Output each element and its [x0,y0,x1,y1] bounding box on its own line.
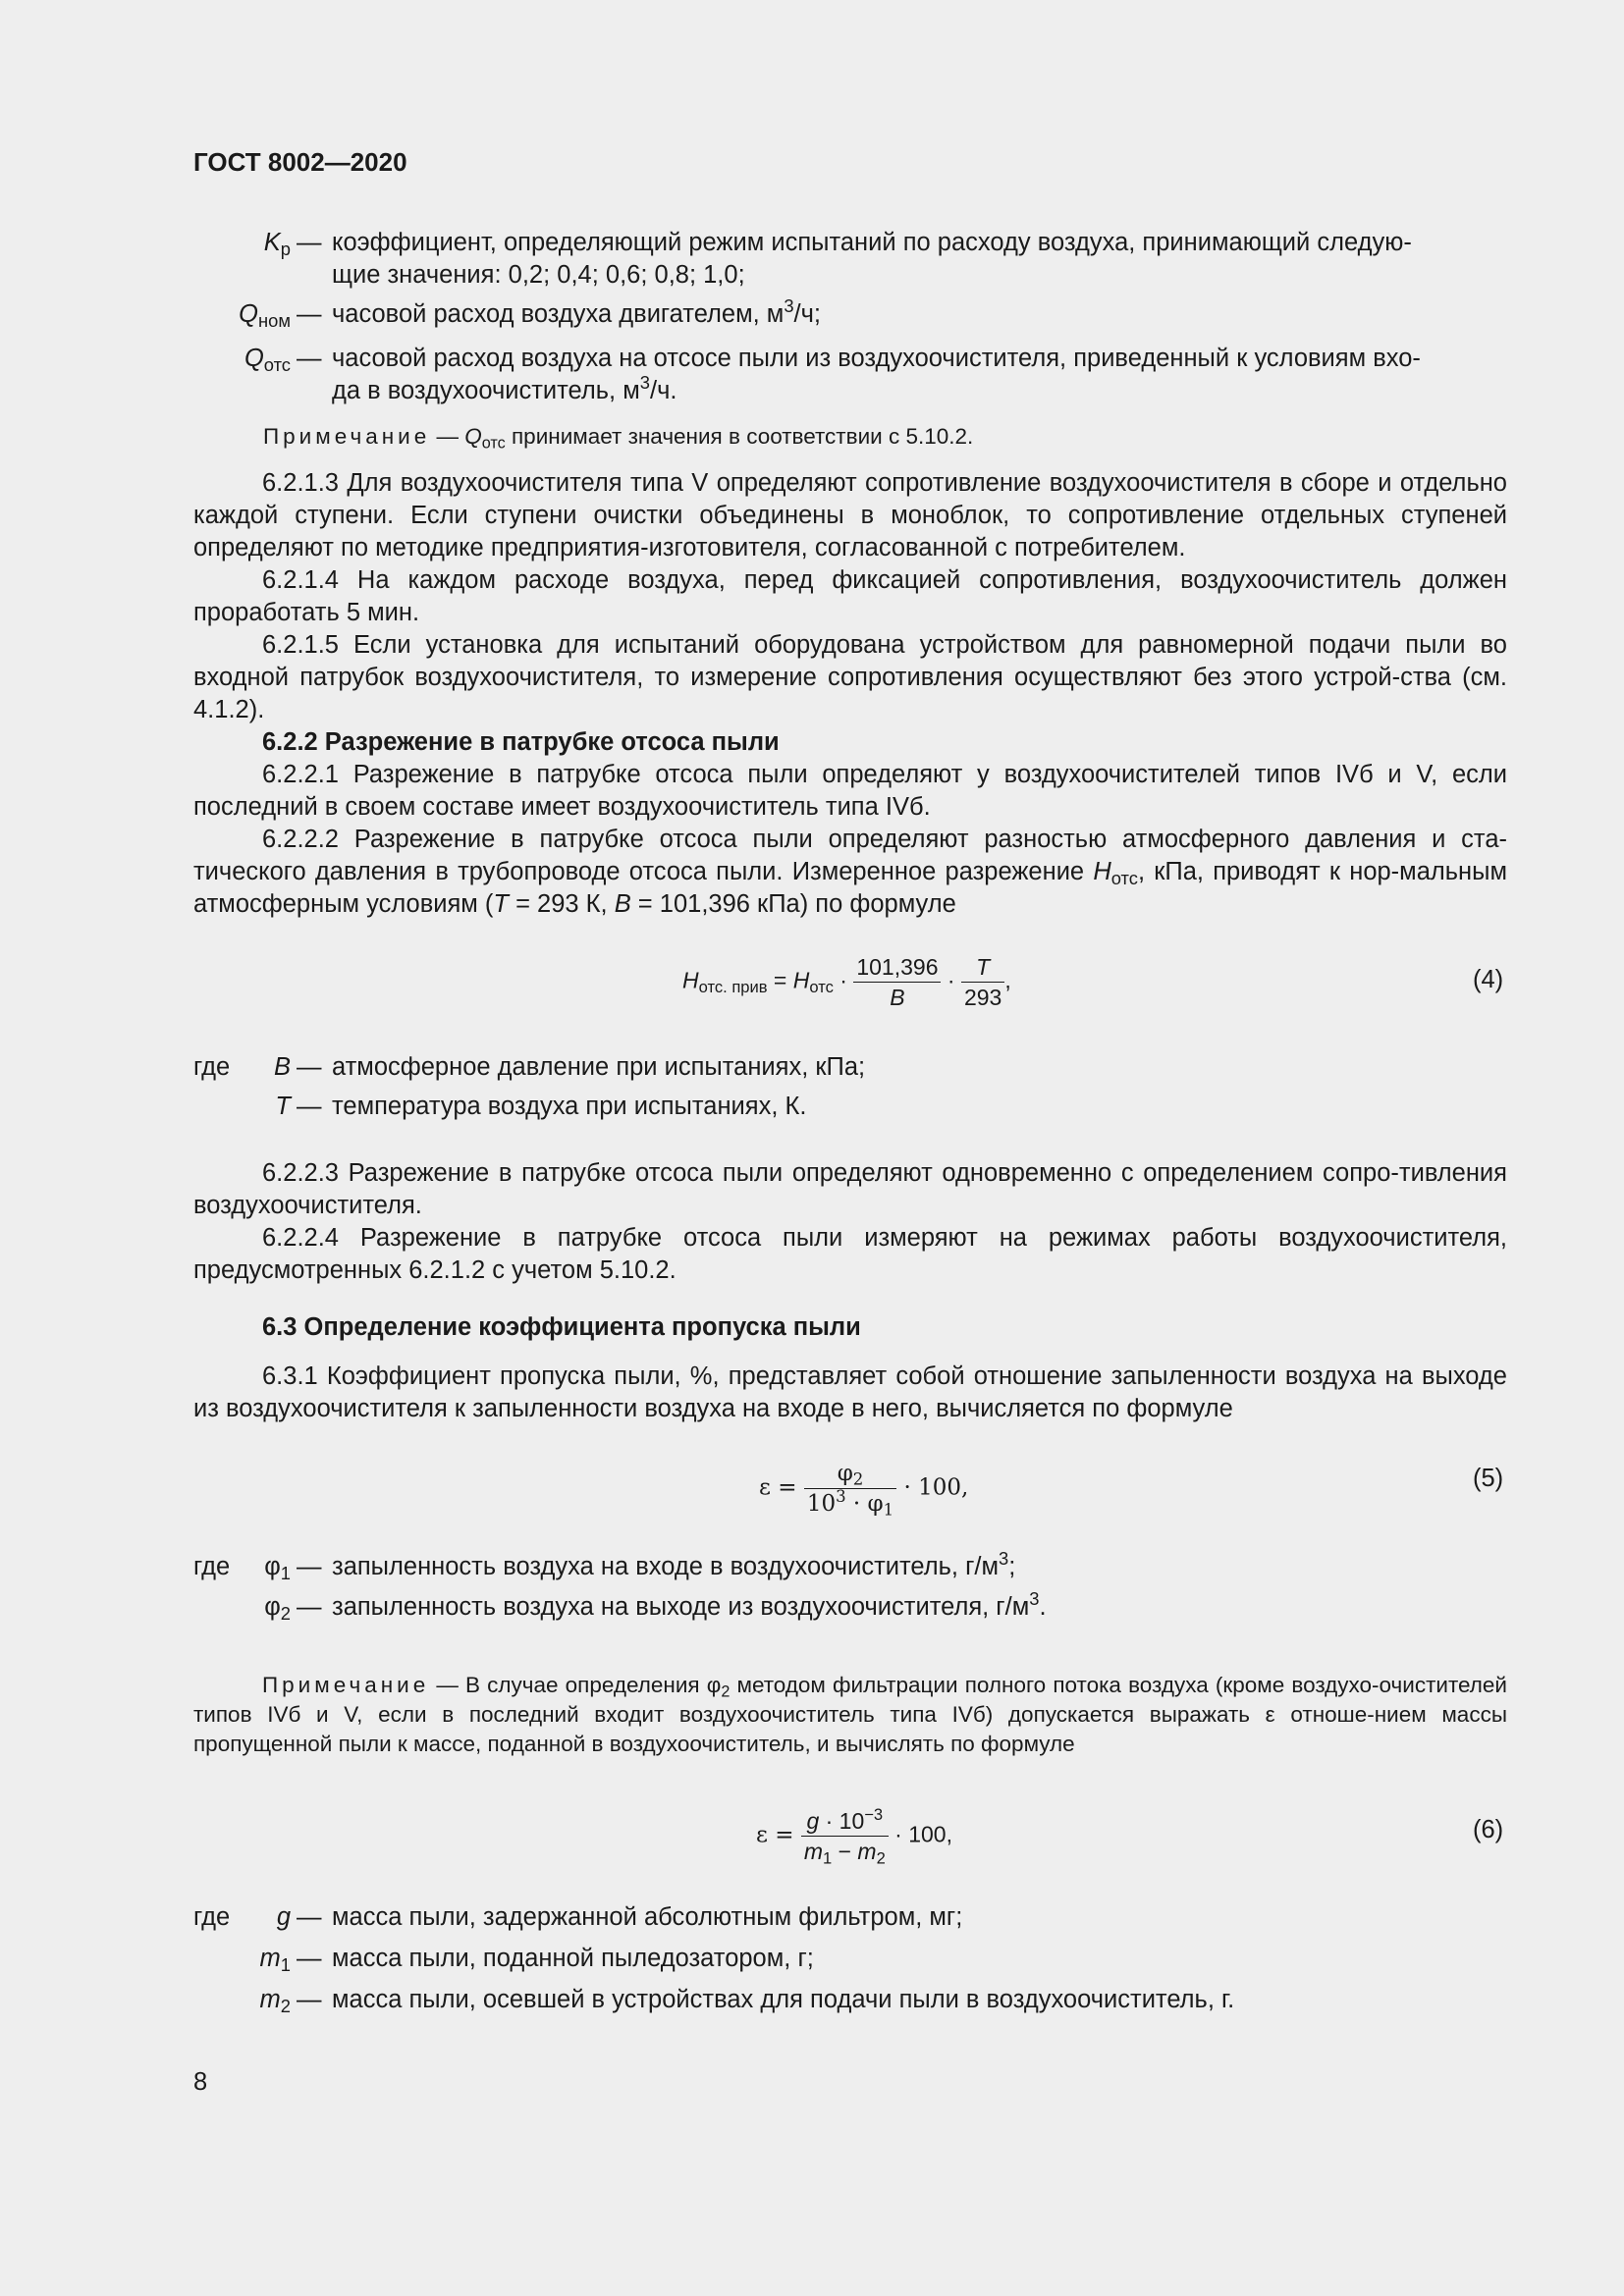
formula-6-number: (6) [1473,1816,1504,1843]
heading-6-2-2: 6.2.2 Разрежение в патрубке отсоса пыли [262,728,780,756]
paragraph-6-2-1-4: 6.2.1.4 На каждом расходе воздуха, перед фиксацией сопротивления, воздухоочиститель должен проработать 5 мин. [193,566,1507,626]
paragraph-6-2-1-5: 6.2.1.5 Если установка для испытаний оборудована устройством для равномерной подачи пыли во входной патрубок воздухоочистителя, то измерение сопротивления осуществляют без этого устрой-ства (см. 4.1.2). [193,631,1507,723]
def-text-qots: часовой расход воздуха на отсосе пыли из воздухоочистителя, приведенный к условиям вхо- да в воздухоочиститель, $м^3/ч$. [332,345,1421,404]
paragraph-6-2-2-4: 6.2.2.4 Разрежение в патрубке отсоса пыли измеряют на режимах работы воздухоочистителя, предусмотренных 6.2.1.2 с учетом 5.10.2. [193,1224,1507,1284]
formula-5: ε = $\frac{\varphi_2}{10^3 \cdot \varphi_1}$ · 100, [759,1461,969,1520]
paragraph-6-3-1: 6.3.1 Коэффициент пропуска пыли, %, представляет собой отношение запыленности воздуха на выходе из воздухоочистителя к запыленности воздуха на входе в него, вычисляется по формуле [193,1362,1507,1422]
note-1: Примечание — $Q_{отс}$ принимает значения в соответствии с 5.10.2. [263,424,974,453]
note-2: Примечание — В случае определения $\varphi_2$ методом фильтрации полного потока воздуха (кроме воздухо-очистителей типов IVб и V, если в последний входит воздухоочиститель типа IVб) допускается выражать ε отноше-нием массы пропущенной пыли к массе, поданной в воздухоочиститель, и вычислять по формуле [193,1673,1507,1756]
def-symbol-qots: $Q_{отс}$ [244,345,291,376]
def-text-qnom: часовой расход воздуха двигателем, $м^3/ч$; [332,294,822,328]
formula-4-number: (4) [1473,966,1504,993]
page-number: 8 [193,2068,208,2096]
def-symbol-qnom: $Q_{ном}$ [239,300,291,332]
paragraph-6-2-1-3: 6.2.1.3 Для воздухоочистителя типа V определяют сопротивление воздухоочистителя в сборе и отдельно каждой ступени. Если ступени очистки объединены в моноблок, то сопротивление отдельных ступеней определяют по методике предприятия-изготовителя, согласованной с потребителем. [193,469,1507,561]
heading-6-3: 6.3 Определение коэффициента пропуска пыли [262,1313,861,1341]
formula-5-number: (5) [1473,1465,1504,1492]
where-label-f5: где [193,1553,231,1580]
formula-6: ε = $\frac{g \cdot 10^{-3}}{m_1 - m_2}$ · 100, [756,1804,952,1868]
document-page: ГОСТ 8002—2020 $K_р$ — коэффициент, определяющий режим испытаний по расходу воздуха, принимающий следую- щие значения: 0,2; 0,4; 0,6; 0,8; 1,0; $Q_{ном}$ — часовой расход воздуха двигателем, $м^3/ч$; $Q_{отс}$ — часовой расход воздуха на отсосе пыли из воздухоочистителя, приведенный к условиям вхо- да в воздухоочиститель, $м^3/ч$. Примечание — $Q_{отс}$ принимает значения в соответствии с 5.10.2. 6.2.1.3 Для воздухоочистителя типа V определяют сопротивление воздухоочистителя в сборе и отдельно каждой ступени. Если ступени очистки объединены в моноблок, то сопротивление отдельных ступеней определяют по методике предприятия-изготовителя, согласованной с потребителем. 6.2.1.4 На каждом расходе воздуха, перед фиксацией сопротивления, воздухоочиститель должен проработать 5 мин. 6.2.1.5 Если установка для испытаний оборудована устройством для равномерной подачи пыли во входной патрубок воздухоочистителя, то измерение сопротивления осуществляют без этого устрой-ства (см. 4.1.2). 6.2.2 Разрежение в патрубке отсоса пыли 6.2.2.1 Разрежение в патрубке отсоса пыли определяют у воздухоочистителей типов IVб и V, если последний в своем составе имеет воздухоочиститель типа IVб. 6.2.2.2 Разрежение в патрубке отсоса пыли определяют разностью атмосферного давления и ста-тического давления в трубопроводе отсоса пыли. Измеренное разрежение $H_{отс}$, кПа, приводят к нор-мальным атмосферным условиям (T = 293 К, B = 101,396 кПа) по формуле $H_{отс. прив} = H_{отс}$ · $\frac{101,396}{B}$ · $\frac{T}{293}$ , (4) где B — атмосферное давление при испытаниях, кПа; T — температура воздуха при испытаниях, К. 6.2.2.3 Разрежение в патрубке отсоса пыли определяют одновременно с определением сопро-тивления воздухоочистителя. 6.2.2.4 Разрежение в патрубке отсоса пыли измеряют на режимах работы воздухоочистителя, предусмотренных 6.2.1.2 с учетом 5.10.2. 6.3 Определение коэффициента пропуска пыли 6.3.1 Коэффициент пропуска пыли, %, представляет собой отношение запыленности воздуха на выходе из воздухоочистителя к запыленности воздуха на входе в него, вычисляется по формуле ε = $\frac{\varphi_2}{10^3 \cdot \varphi_1}$ · 100, (5) где $\varphi_1$ — запыленность воздуха на входе в воздухоочиститель, $г/м^3$; $\varphi_2$ — запыленность воздуха на выходе из воздухоочистителя, $г/м^3$. Примечание — В случае определения $\varphi_2$ методом фильтрации полного потока воздуха (кроме воздухо-очистителей типов IVб и V, если в последний входит воздухоочиститель типа IVб) допускается выражать ε отноше-нием массы пропущенной пыли к массе, поданной в воздухоочиститель, и вычислять по формуле ε = $\frac{g \cdot 10^{-3}}{m_1 - m_2}$ · 100, (6) где g — масса пыли, задержанной абсолютным фильтром, мг; $m_1$ — масса пыли, поданной пыледозатором, г; $m_2$ — масса пыли, осевшей в устройствах для подачи пыли в воздухоочиститель, г. 8 [0,0,1624,2296]
document-header: ГОСТ 8002—2020 [193,147,407,177]
paragraph-6-2-2-3: 6.2.2.3 Разрежение в патрубке отсоса пыли определяют одновременно с определением сопро-тивления воздухоочистителя. [193,1159,1507,1219]
paragraph-6-2-2-1: 6.2.2.1 Разрежение в патрубке отсоса пыли определяют у воздухоочистителей типов IVб и V, если последний в своем составе имеет воздухоочиститель типа IVб. [193,761,1507,821]
formula-4: $H_{отс. прив} = H_{отс}$ · $\frac{101,396}{B}$ · $\frac{T}{293}$ , [682,954,1011,1010]
where-label-f4: где [193,1053,231,1081]
paragraph-6-2-2-2: 6.2.2.2 Разрежение в патрубке отсоса пыли определяют разностью атмосферного давления и ста-тического давления в трубопроводе отсоса пыли. Измеренное разрежение $H_{отс}$, кПа, приводят к нор-мальным атмосферным условиям (T = 293 К, B = 101,396 кПа) по формуле [193,826,1507,918]
def-text-kp: коэффициент, определяющий режим испытаний по расходу воздуха, принимающий следую- щие значения: 0,2; 0,4; 0,6; 0,8; 1,0; [332,229,1412,289]
def-symbol-kp: $K_р$ [263,229,291,260]
where-label-f6: где [193,1903,231,1931]
